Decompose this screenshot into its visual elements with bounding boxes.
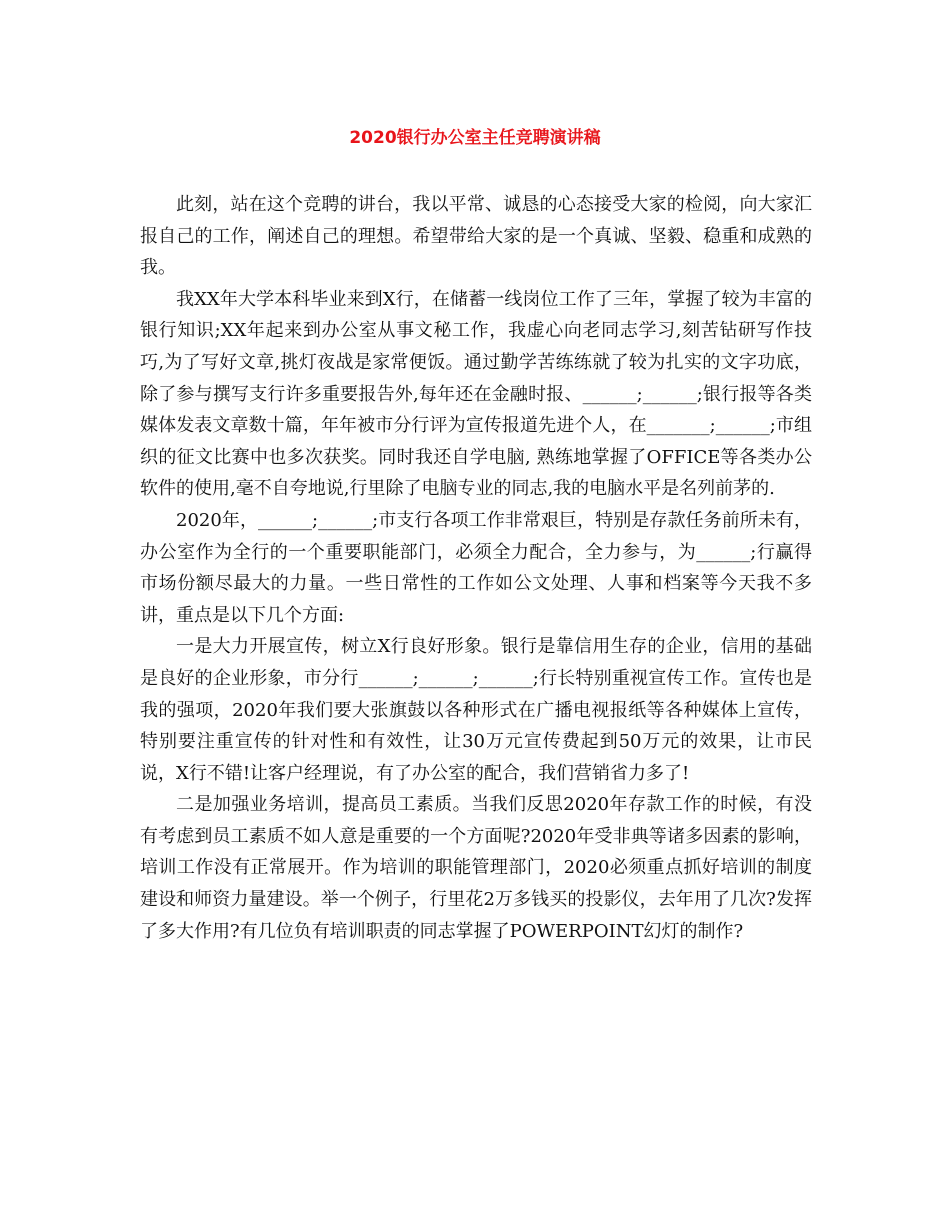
document-title: 2020银行办公室主任竞聘演讲稿 <box>349 128 601 148</box>
paragraph-2020-tasks: 2020年，______;______;市支行各项工作非常艰巨，特别是存款任务前所未有，办公室作为全行的一个重要职能部门，必须全力配合，全力参与，为______;行赢得市场份额尽最大的力量。一些日常性的工作如公文处理、人事和档案等今天我不多讲，重点是以下几个方面: <box>140 509 812 626</box>
paragraph-training: 二是加强业务培训，提高员工素质。当我们反思2020年存款工作的时候，有没有考虑到员工素质不如人意是重要的一个方面呢?2020年受非典等诸多因素的影响，培训工作没有正常展开。作为培训的职能管理部门，2020必须重点抓好培训的制度建设和师资力量建设。举一个例子，行里花2万多钱买的投影仪，去年用了几次?发挥了多大作用?有几位负有培训职责的同志掌握了POWERPOINT幻灯的制作? <box>140 794 812 942</box>
paragraph-intro: 此刻，站在这个竞聘的讲台，我以平常、诚恳的心态接受大家的检阅，向大家汇报自己的工作，阐述自己的理想。希望带给大家的是一个真诚、坚毅、稳重和成熟的我。 <box>140 194 812 279</box>
paragraph-background: 我XX年大学本科毕业来到X行，在储蓄一线岗位工作了三年，掌握了较为丰富的银行知识;XX年起来到办公室从事文秘工作，我虚心向老同志学习,刻苦钻研写作技巧,为了写好文章,挑灯夜战是家常便饭。通过勤学苦练练就了较为扎实的文字功底，除了参与撰写支行许多重要报告外,每年还在金融时报、______;______;银行报等各类媒体发表文章数十篇，年年被市分行评为宣传报道先进个人，在_______;______;市组织的征文比赛中也多次获奖。同时我还自学电脑, 熟练地掌握了OFFICE等各类办公软件的使用,毫不自夸地说,行里除了电脑专业的同志,我的电脑水平是名列前茅的. <box>140 288 812 500</box>
document-body <box>140 189 812 947</box>
paragraph-publicity: 一是大力开展宣传，树立X行良好形象。银行是靠信用生存的企业，信用的基础是良好的企业形象，市分行______;______;______;行长特别重视宣传工作。宣传也是我的强项，2020年我们要大张旗鼓以各种形式在广播电视报纸等各种媒体上宣传，特别要注重宣传的针对性和有效性，让30万元宣传费起到50万元的效果，让市民说，X行不错!让客户经理说，有了办公室的配合，我们营销省力多了! <box>140 636 812 784</box>
